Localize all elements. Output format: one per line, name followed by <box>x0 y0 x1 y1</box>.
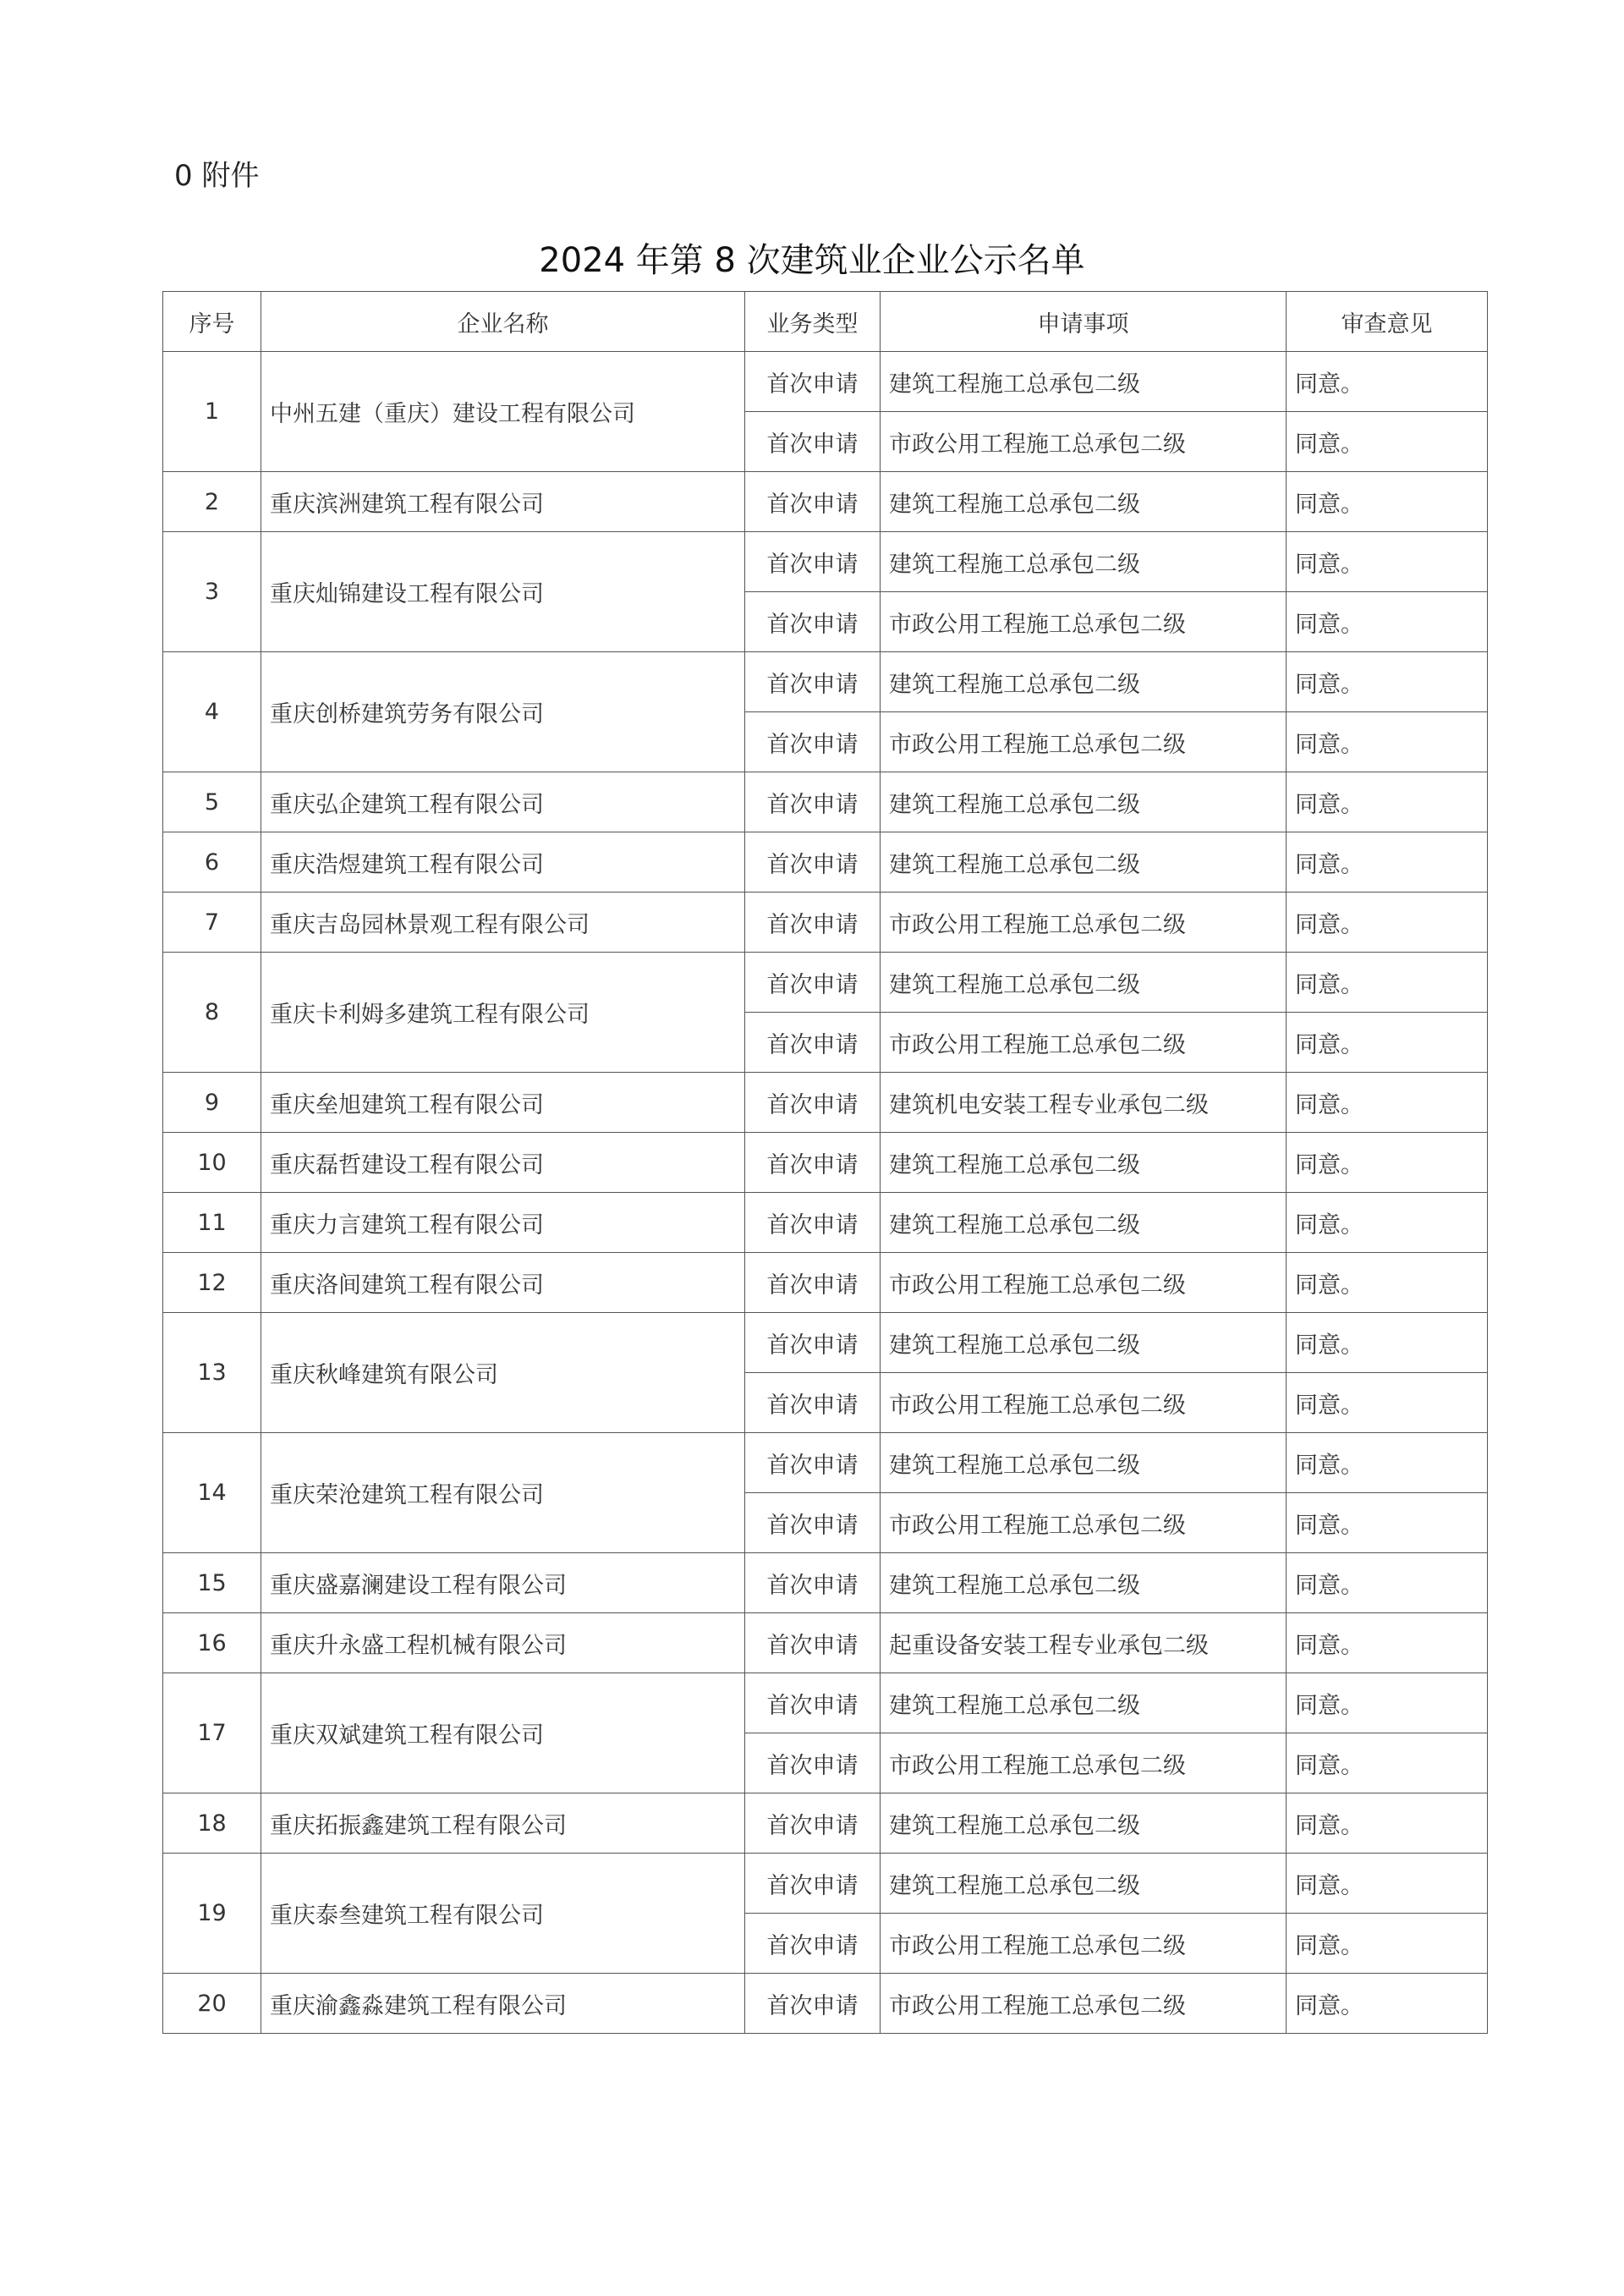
review-opinion: 同意。 <box>1287 1793 1488 1854</box>
application-item: 建筑工程施工总承包二级 <box>881 652 1287 712</box>
row-seq: 14 <box>163 1433 261 1553</box>
review-opinion: 同意。 <box>1287 1193 1488 1253</box>
company-name: 重庆荣沧建筑工程有限公司 <box>261 1433 745 1553</box>
review-opinion: 同意。 <box>1287 652 1488 712</box>
application-item: 市政公用工程施工总承包二级 <box>881 412 1287 472</box>
company-name: 重庆弘企建筑工程有限公司 <box>261 772 745 832</box>
review-opinion: 同意。 <box>1287 1253 1488 1313</box>
review-opinion: 同意。 <box>1287 1073 1488 1133</box>
review-opinion: 同意。 <box>1287 1733 1488 1793</box>
company-name: 重庆渝鑫淼建筑工程有限公司 <box>261 1974 745 2034</box>
application-type: 首次申请 <box>745 953 881 1013</box>
row-seq: 6 <box>163 832 261 893</box>
application-type: 首次申请 <box>745 1854 881 1914</box>
review-opinion: 同意。 <box>1287 1373 1488 1433</box>
header-seq: 序号 <box>163 292 261 352</box>
application-item: 市政公用工程施工总承包二级 <box>881 592 1287 652</box>
company-name: 重庆盛嘉澜建设工程有限公司 <box>261 1553 745 1613</box>
row-seq: 8 <box>163 953 261 1073</box>
company-name: 重庆磊哲建设工程有限公司 <box>261 1133 745 1193</box>
application-item: 建筑机电安装工程专业承包二级 <box>881 1073 1287 1133</box>
company-name: 重庆创桥建筑劳务有限公司 <box>261 652 745 772</box>
review-opinion: 同意。 <box>1287 532 1488 592</box>
table-row <box>163 472 1488 532</box>
application-type: 首次申请 <box>745 352 881 412</box>
company-name: 重庆泰叁建筑工程有限公司 <box>261 1854 745 1974</box>
roster-table <box>162 291 1488 2034</box>
review-opinion: 同意。 <box>1287 1313 1488 1373</box>
application-type: 首次申请 <box>745 1313 881 1373</box>
table-row <box>163 893 1488 953</box>
application-type: 首次申请 <box>745 1193 881 1253</box>
table-row <box>163 1553 1488 1613</box>
row-seq: 3 <box>163 532 261 652</box>
table-row <box>163 1313 1488 1373</box>
table-row <box>163 1613 1488 1673</box>
application-item: 市政公用工程施工总承包二级 <box>881 1013 1287 1073</box>
review-opinion: 同意。 <box>1287 712 1488 772</box>
application-type: 首次申请 <box>745 1373 881 1433</box>
table-row <box>163 532 1488 592</box>
review-opinion: 同意。 <box>1287 1013 1488 1073</box>
company-name: 重庆浩煜建筑工程有限公司 <box>261 832 745 893</box>
row-seq: 5 <box>163 772 261 832</box>
application-type: 首次申请 <box>745 893 881 953</box>
company-name: 重庆吉岛园林景观工程有限公司 <box>261 893 745 953</box>
table-row <box>163 953 1488 1013</box>
review-opinion: 同意。 <box>1287 1553 1488 1613</box>
application-item: 市政公用工程施工总承包二级 <box>881 1974 1287 2034</box>
application-type: 首次申请 <box>745 1253 881 1313</box>
table-row <box>163 1673 1488 1733</box>
application-type: 首次申请 <box>745 1914 881 1974</box>
company-name: 重庆力言建筑工程有限公司 <box>261 1193 745 1253</box>
company-name: 重庆垒旭建筑工程有限公司 <box>261 1073 745 1133</box>
application-item: 建筑工程施工总承包二级 <box>881 1133 1287 1193</box>
application-item: 起重设备安装工程专业承包二级 <box>881 1613 1287 1673</box>
application-type: 首次申请 <box>745 772 881 832</box>
application-item: 建筑工程施工总承包二级 <box>881 352 1287 412</box>
company-name: 重庆双斌建筑工程有限公司 <box>261 1673 745 1793</box>
header-company: 企业名称 <box>261 292 745 352</box>
application-item: 建筑工程施工总承包二级 <box>881 472 1287 532</box>
application-type: 首次申请 <box>745 592 881 652</box>
application-item: 建筑工程施工总承包二级 <box>881 1433 1287 1493</box>
header-type: 业务类型 <box>745 292 881 352</box>
application-item: 建筑工程施工总承包二级 <box>881 953 1287 1013</box>
attachment-label: 0 附件 <box>174 159 260 193</box>
application-type: 首次申请 <box>745 652 881 712</box>
review-opinion: 同意。 <box>1287 1914 1488 1974</box>
application-item: 建筑工程施工总承包二级 <box>881 1313 1287 1373</box>
review-opinion: 同意。 <box>1287 1854 1488 1914</box>
application-type: 首次申请 <box>745 1553 881 1613</box>
review-opinion: 同意。 <box>1287 352 1488 412</box>
header-opinion: 审查意见 <box>1287 292 1488 352</box>
row-seq: 7 <box>163 893 261 953</box>
table-row <box>163 652 1488 712</box>
review-opinion: 同意。 <box>1287 772 1488 832</box>
review-opinion: 同意。 <box>1287 472 1488 532</box>
application-type: 首次申请 <box>745 1974 881 2034</box>
row-seq: 13 <box>163 1313 261 1433</box>
page-title: 2024 年第 8 次建筑业企业公示名单 <box>539 241 1085 280</box>
application-item: 建筑工程施工总承包二级 <box>881 1553 1287 1613</box>
table-row <box>163 772 1488 832</box>
row-seq: 11 <box>163 1193 261 1253</box>
application-type: 首次申请 <box>745 1013 881 1073</box>
table-row <box>163 1974 1488 2034</box>
application-type: 首次申请 <box>745 1733 881 1793</box>
review-opinion: 同意。 <box>1287 1673 1488 1733</box>
row-seq: 2 <box>163 472 261 532</box>
application-item: 市政公用工程施工总承包二级 <box>881 1253 1287 1313</box>
table-header-row <box>163 292 1488 352</box>
company-name: 重庆滨洲建筑工程有限公司 <box>261 472 745 532</box>
row-seq: 4 <box>163 652 261 772</box>
company-name: 重庆卡利姆多建筑工程有限公司 <box>261 953 745 1073</box>
review-opinion: 同意。 <box>1287 592 1488 652</box>
row-seq: 19 <box>163 1854 261 1974</box>
application-type: 首次申请 <box>745 472 881 532</box>
table-row <box>163 1854 1488 1914</box>
row-seq: 20 <box>163 1974 261 2034</box>
application-type: 首次申请 <box>745 532 881 592</box>
application-type: 首次申请 <box>745 712 881 772</box>
company-name: 重庆拓振鑫建筑工程有限公司 <box>261 1793 745 1854</box>
company-name: 重庆秋峰建筑有限公司 <box>261 1313 745 1433</box>
application-item: 建筑工程施工总承包二级 <box>881 532 1287 592</box>
table-row <box>163 1193 1488 1253</box>
table-row <box>163 1433 1488 1493</box>
review-opinion: 同意。 <box>1287 1133 1488 1193</box>
row-seq: 16 <box>163 1613 261 1673</box>
application-item: 市政公用工程施工总承包二级 <box>881 1373 1287 1433</box>
table-row <box>163 832 1488 893</box>
application-type: 首次申请 <box>745 1613 881 1673</box>
review-opinion: 同意。 <box>1287 893 1488 953</box>
application-type: 首次申请 <box>745 1493 881 1553</box>
application-item: 建筑工程施工总承包二级 <box>881 1193 1287 1253</box>
table-row <box>163 1793 1488 1854</box>
application-item: 建筑工程施工总承包二级 <box>881 1854 1287 1914</box>
row-seq: 9 <box>163 1073 261 1133</box>
application-type: 首次申请 <box>745 1133 881 1193</box>
row-seq: 12 <box>163 1253 261 1313</box>
application-item: 建筑工程施工总承包二级 <box>881 1793 1287 1854</box>
company-name: 中州五建（重庆）建设工程有限公司 <box>261 352 745 472</box>
application-type: 首次申请 <box>745 1793 881 1854</box>
row-seq: 17 <box>163 1673 261 1793</box>
company-name: 重庆灿锦建设工程有限公司 <box>261 532 745 652</box>
review-opinion: 同意。 <box>1287 953 1488 1013</box>
application-item: 建筑工程施工总承包二级 <box>881 1673 1287 1733</box>
table-row <box>163 1253 1488 1313</box>
review-opinion: 同意。 <box>1287 1433 1488 1493</box>
review-opinion: 同意。 <box>1287 1613 1488 1673</box>
review-opinion: 同意。 <box>1287 832 1488 893</box>
application-item: 市政公用工程施工总承包二级 <box>881 893 1287 953</box>
application-item: 市政公用工程施工总承包二级 <box>881 712 1287 772</box>
row-seq: 10 <box>163 1133 261 1193</box>
company-name: 重庆洛间建筑工程有限公司 <box>261 1253 745 1313</box>
application-type: 首次申请 <box>745 1673 881 1733</box>
application-item: 市政公用工程施工总承包二级 <box>881 1733 1287 1793</box>
header-item: 申请事项 <box>881 292 1287 352</box>
row-seq: 15 <box>163 1553 261 1613</box>
review-opinion: 同意。 <box>1287 1974 1488 2034</box>
row-seq: 18 <box>163 1793 261 1854</box>
row-seq: 1 <box>163 352 261 472</box>
table-body <box>163 352 1488 2034</box>
application-type: 首次申请 <box>745 412 881 472</box>
application-item: 市政公用工程施工总承包二级 <box>881 1914 1287 1974</box>
table-row <box>163 1133 1488 1193</box>
application-type: 首次申请 <box>745 1073 881 1133</box>
table-row <box>163 1073 1488 1133</box>
review-opinion: 同意。 <box>1287 1493 1488 1553</box>
application-item: 建筑工程施工总承包二级 <box>881 772 1287 832</box>
application-type: 首次申请 <box>745 1433 881 1493</box>
application-item: 市政公用工程施工总承包二级 <box>881 1493 1287 1553</box>
application-type: 首次申请 <box>745 832 881 893</box>
table-row <box>163 352 1488 412</box>
company-name: 重庆升永盛工程机械有限公司 <box>261 1613 745 1673</box>
application-item: 建筑工程施工总承包二级 <box>881 832 1287 893</box>
review-opinion: 同意。 <box>1287 412 1488 472</box>
